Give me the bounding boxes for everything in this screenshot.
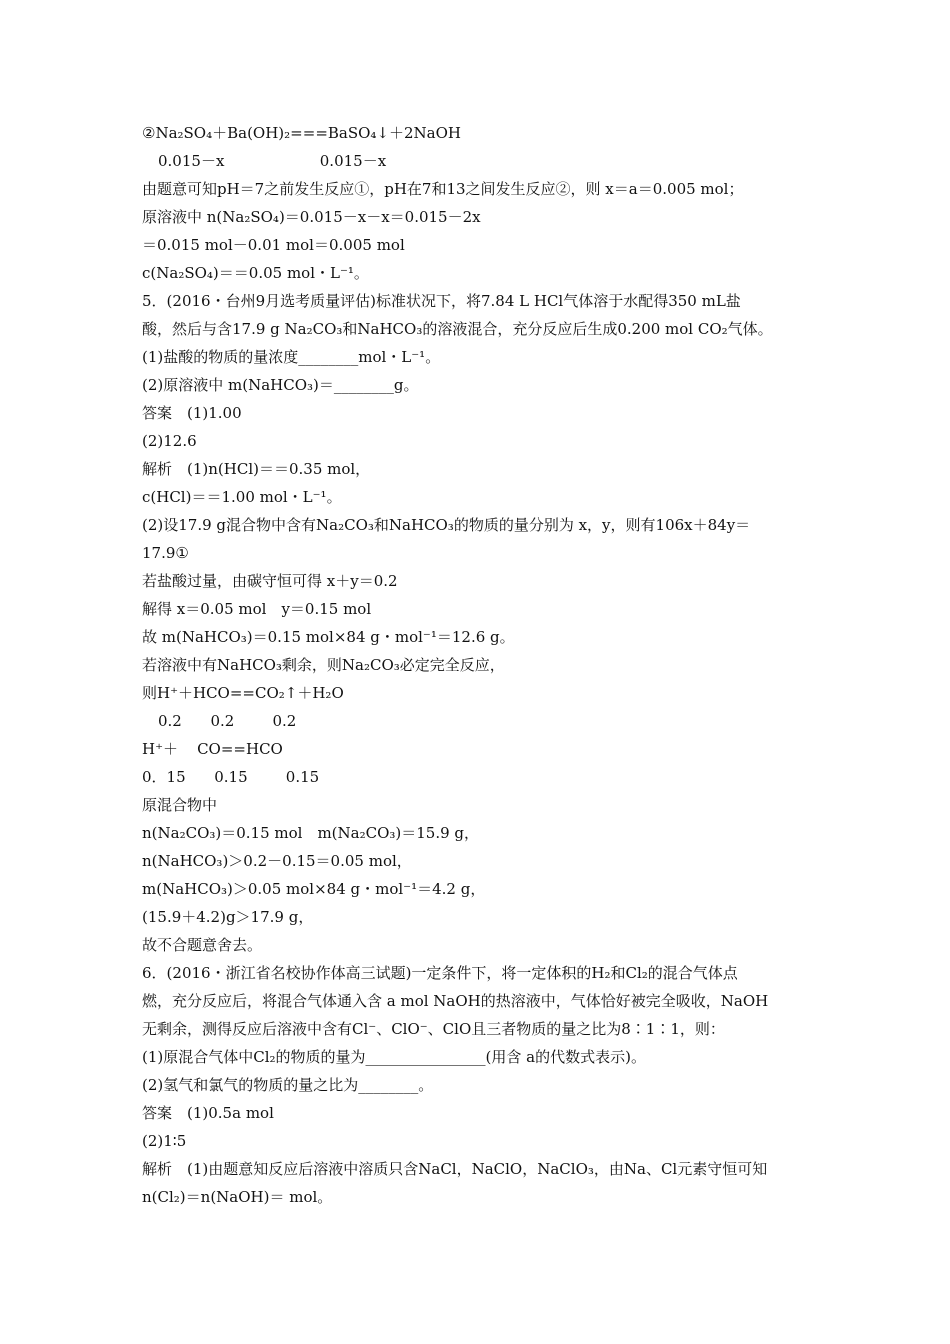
text-line: (2)设17.9 g混合物中含有Na₂CO₃和NaHCO₃的物质的量分别为 x，y，则有106x＋84y＝ — [142, 516, 751, 534]
answer-line: 答案 (1)1.00 — [142, 404, 242, 422]
text-line: H⁺＋ CO==HCO — [142, 740, 283, 758]
text-line: n(Cl₂)＝n(NaOH)＝ mol。 — [142, 1188, 333, 1206]
text-line: (2)12.6 — [142, 432, 197, 450]
text-line: 原混合物中 — [142, 796, 218, 814]
question-5-line: 5．(2016・台州9月选考质量评估)标准状况下，将7.84 L HCl气体溶于水配得350 mL盐 — [142, 292, 741, 310]
question-6-line: 6．(2016・浙江省名校协作体高三试题)一定条件下，将一定体积的H₂和Cl₂的混合气体点 — [142, 964, 738, 982]
text-line: (1)原混合气体中Cl₂的物质的量为________________(用含 a的代数式表示)。 — [142, 1048, 646, 1066]
text-line: 由题意可知pH＝7之前发生反应①，pH在7和13之间发生反应②，则 x＝a＝0.005 mol； — [142, 180, 744, 198]
text-line: ②Na₂SO₄＋Ba(OH)₂===BaSO₄↓＋2NaOH — [142, 124, 461, 142]
text-line: ＝0.015 mol－0.01 mol＝0.005 mol — [142, 236, 405, 254]
text-line: n(NaHCO₃)＞0.2－0.15＝0.05 mol， — [142, 852, 412, 870]
text-line: 0.2 0.2 0.2 — [158, 712, 297, 730]
text-line: 解得 x＝0.05 mol y＝0.15 mol — [142, 600, 372, 618]
text-line: 无剩余，测得反应后溶液中含有Cl⁻、ClO⁻、ClO且三者物质的量之比为8∶1∶1，则： — [142, 1020, 725, 1038]
text-line: m(NaHCO₃)＞0.05 mol×84 g・mol⁻¹＝4.2 g， — [142, 880, 486, 898]
text-line: 若溶液中有NaHCO₃剩余，则Na₂CO₃必定完全反应， — [142, 656, 505, 674]
text-line: 则H⁺＋HCO==CO₂↑＋H₂O — [142, 684, 344, 702]
text-line: 0．15 0.15 0.15 — [142, 768, 320, 786]
text-line: (2)氢气和氯气的物质的量之比为________。 — [142, 1076, 434, 1094]
analysis-line: 解析 (1)由题意知反应后溶液中溶质只含NaCl，NaClO，NaClO₃，由Na、Cl元素守恒可知 — [142, 1160, 768, 1178]
text-line: (1)盐酸的物质的量浓度________mol・L⁻¹。 — [142, 348, 441, 366]
text-line: 0.015－x 0.015－x — [158, 152, 387, 170]
text-line: 原溶液中 n(Na₂SO₄)＝0.015－x－x＝0.015－2x — [142, 208, 481, 226]
text-line: (15.9＋4.2)g＞17.9 g， — [142, 908, 314, 926]
analysis-line: 解析 (1)n(HCl)＝＝0.35 mol， — [142, 460, 371, 478]
text-line: n(Na₂CO₃)＝0.15 mol m(Na₂CO₃)＝15.9 g， — [142, 824, 480, 842]
text-line: 故不合题意舍去。 — [142, 936, 263, 954]
text-line: 故 m(NaHCO₃)＝0.15 mol×84 g・mol⁻¹＝12.6 g。 — [142, 628, 515, 646]
text-line: 若盐酸过量，由碳守恒可得 x＋y＝0.2 — [142, 572, 398, 590]
answer-line: 答案 (1)0.5a mol — [142, 1104, 274, 1122]
text-line: 17.9① — [142, 544, 189, 562]
text-line: (2)原溶液中 m(NaHCO₃)＝________g。 — [142, 376, 419, 394]
text-line: 燃，充分反应后，将混合气体通入含 a mol NaOH的热溶液中，气体恰好被完全吸收，NaOH — [142, 992, 769, 1010]
text-line: (2)1∶5 — [142, 1132, 187, 1150]
text-line: 酸，然后与含17.9 g Na₂CO₃和NaHCO₃的溶液混合，充分反应后生成0.200 mol CO₂气体。 — [142, 320, 773, 338]
text-line: c(HCl)＝＝1.00 mol・L⁻¹。 — [142, 488, 342, 506]
text-line: c(Na₂SO₄)＝＝0.05 mol・L⁻¹。 — [142, 264, 369, 282]
